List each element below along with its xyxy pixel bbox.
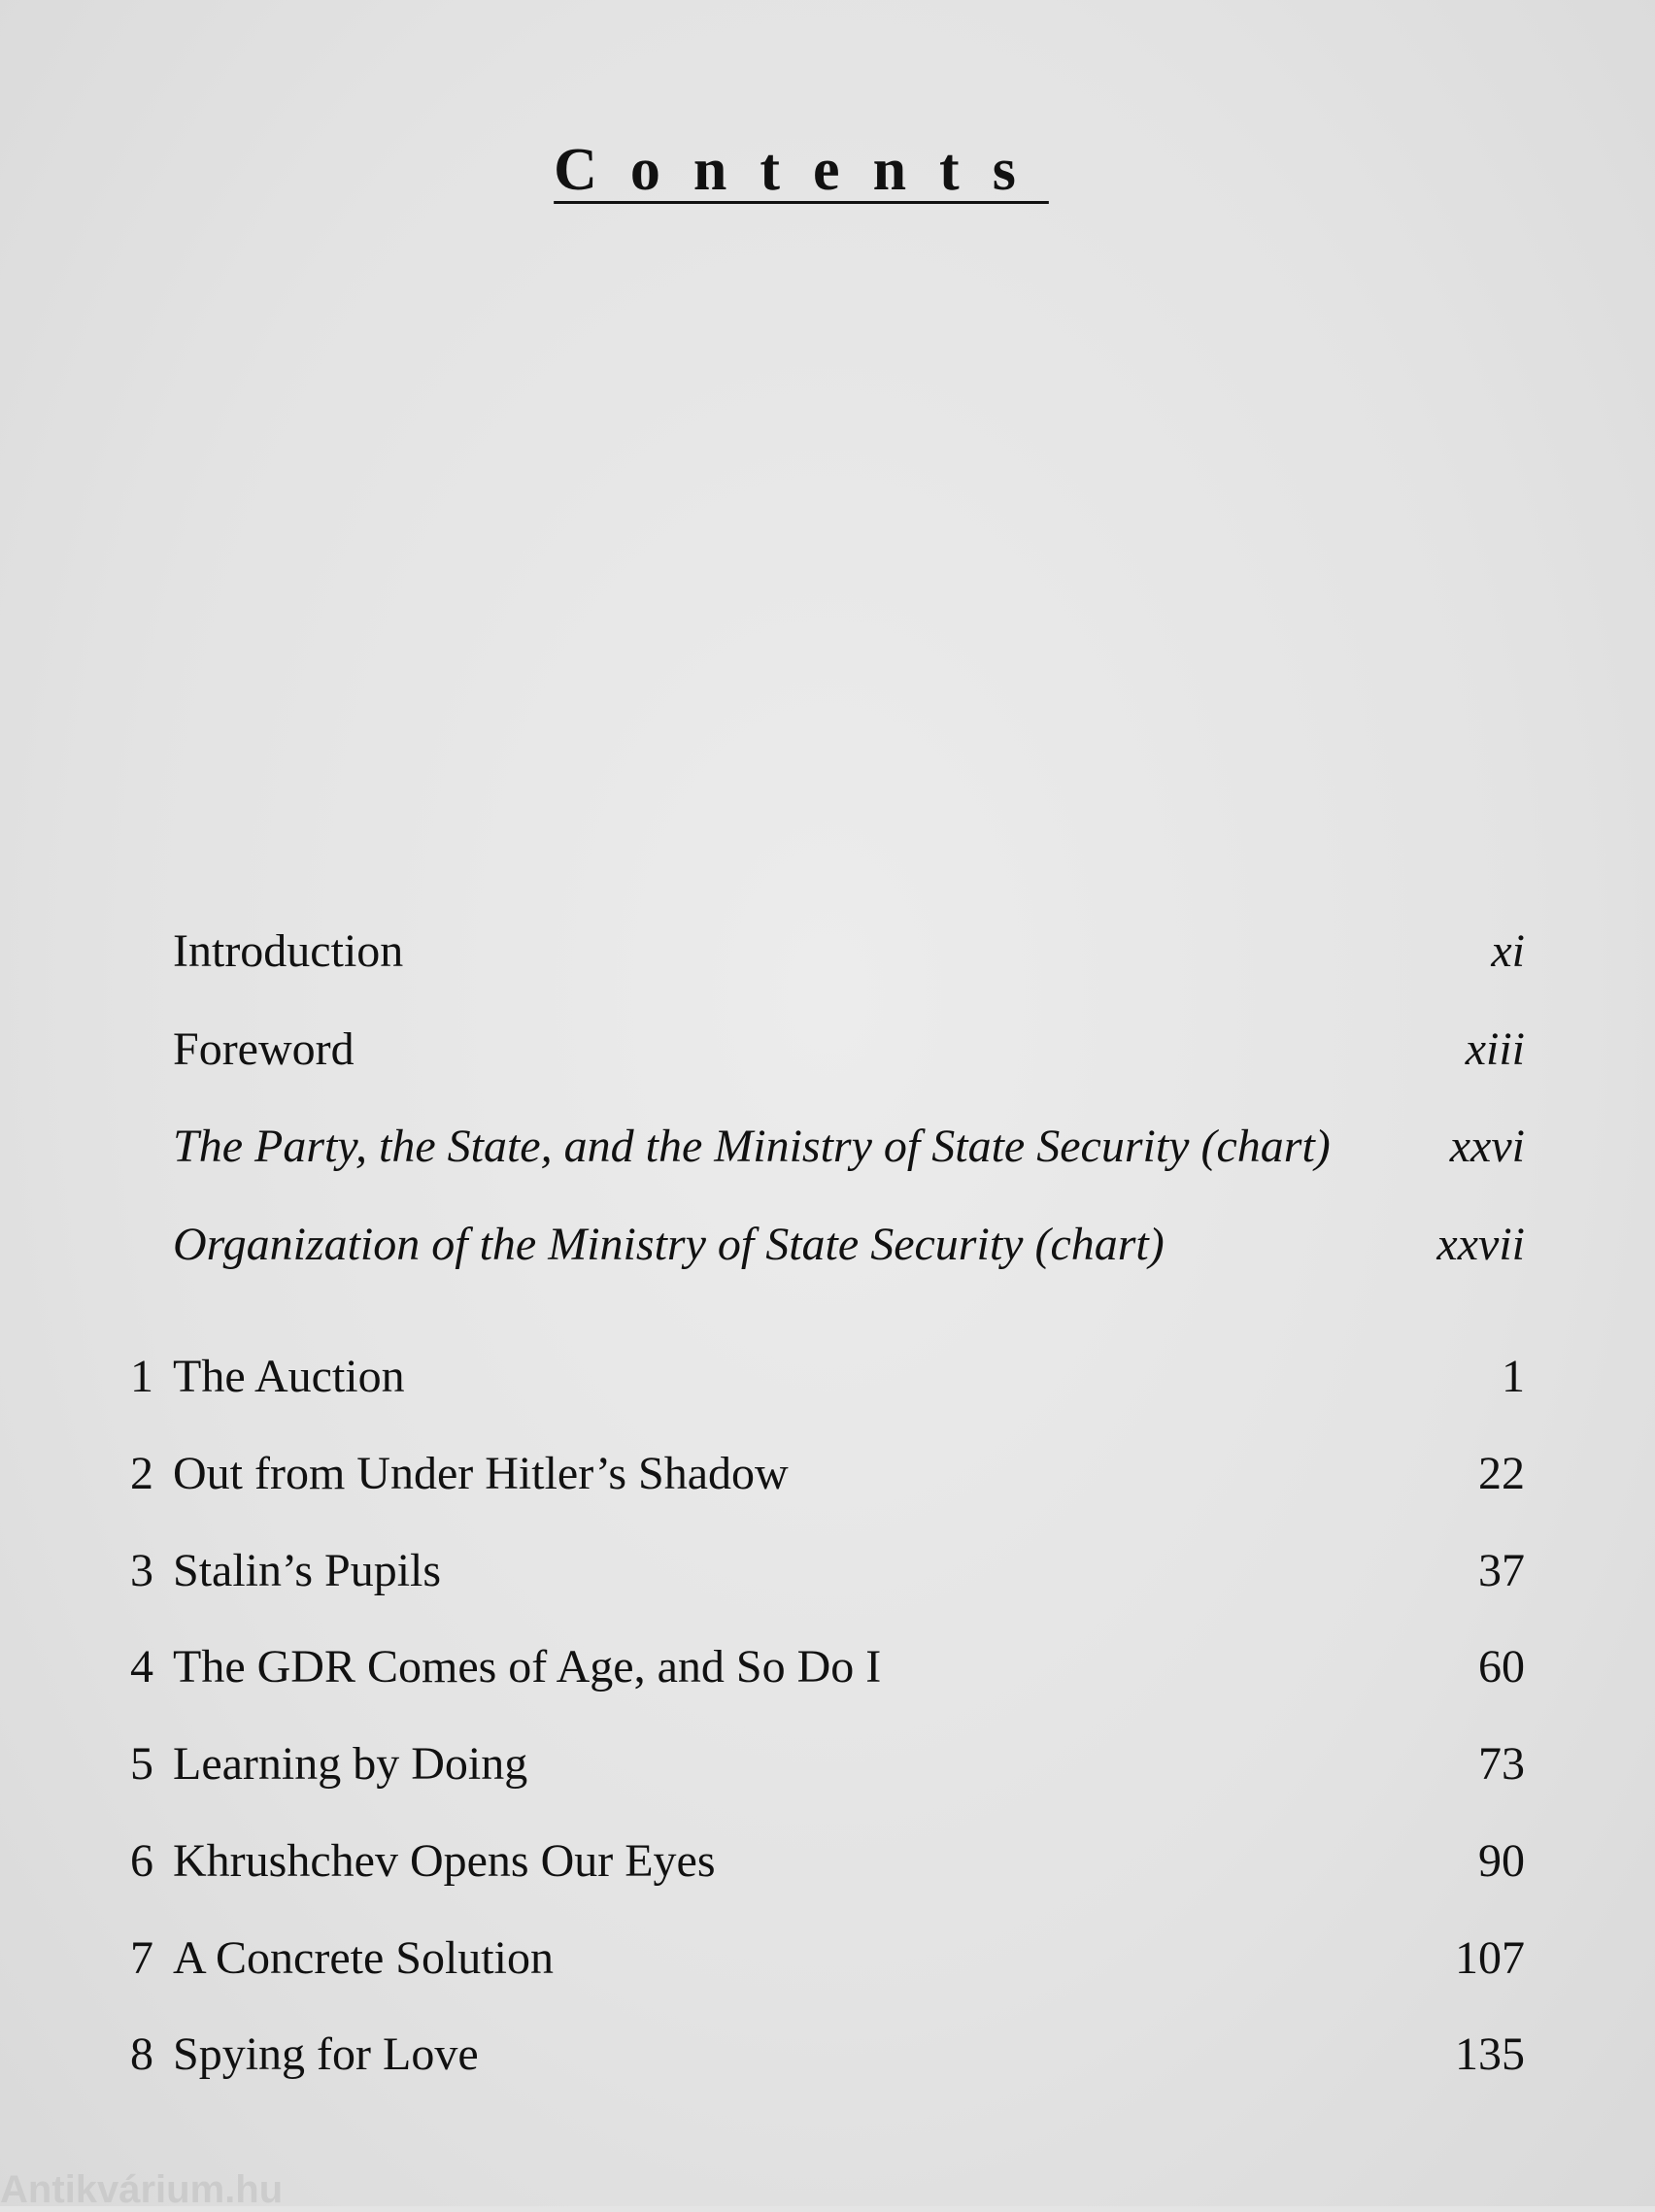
watermark-text: Antikvárium.hu: [0, 2168, 284, 2211]
chapter-number: 4: [130, 1641, 153, 1693]
chapter-page: 107: [1455, 1932, 1525, 1984]
toc-entry-page: xi: [1491, 925, 1525, 977]
toc-chapter-7: [0, 1915, 1655, 2002]
chapter-page: 22: [1478, 1448, 1525, 1499]
chapter-title: Learning by Doing: [173, 1738, 528, 1790]
toc-chapter-3: [0, 1527, 1655, 1615]
chapter-page: 1: [1502, 1351, 1525, 1402]
chapter-page: 135: [1455, 2028, 1525, 2080]
toc-chapter-4: [0, 1624, 1655, 1711]
chapter-page: 60: [1478, 1641, 1525, 1693]
toc-chapter-8: [0, 2011, 1655, 2098]
chapter-number: 6: [130, 1835, 153, 1887]
toc-entry-page: xxvi: [1449, 1121, 1525, 1172]
chapter-title: A Concrete Solution: [173, 1932, 554, 1984]
chapter-number: 2: [130, 1448, 153, 1499]
toc-chapter-2: [0, 1430, 1655, 1518]
toc-entry-organization-chart: [0, 1201, 1655, 1289]
chapter-number: 1: [130, 1351, 153, 1402]
chapter-title: Stalin’s Pupils: [173, 1545, 442, 1596]
chapter-page: 73: [1478, 1738, 1525, 1790]
toc-entry-party-chart: [0, 1103, 1655, 1190]
toc-entry-page: xxvii: [1436, 1219, 1525, 1270]
chapter-title: The Auction: [173, 1351, 405, 1402]
chapter-title: Out from Under Hitler’s Shadow: [173, 1448, 789, 1499]
toc-entry-page: xiii: [1465, 1023, 1525, 1075]
chapter-number: 8: [130, 2028, 153, 2080]
chapter-page: 90: [1478, 1835, 1525, 1887]
chapter-number: 5: [130, 1738, 153, 1790]
toc-chapter-6: [0, 1818, 1655, 1905]
chapter-number: 7: [130, 1932, 153, 1984]
chapter-title: Khrushchev Opens Our Eyes: [173, 1835, 716, 1887]
chapter-title: The GDR Comes of Age, and So Do I: [173, 1641, 882, 1693]
chapter-number: 3: [130, 1545, 153, 1596]
chapter-page: 37: [1478, 1545, 1525, 1596]
chapter-title: Spying for Love: [173, 2028, 479, 2080]
toc-entry-label: Foreword: [173, 1023, 355, 1075]
toc-entry-label: Introduction: [173, 925, 404, 977]
page-title: Contents: [554, 137, 1049, 203]
toc-chapter-1: [0, 1333, 1655, 1421]
toc-entry-introduction: [0, 908, 1655, 995]
toc-chapter-5: [0, 1721, 1655, 1808]
toc-entry-foreword: [0, 1006, 1655, 1093]
toc-entry-label: The Party, the State, and the Ministry of State Security (chart): [173, 1121, 1331, 1172]
toc-entry-label: Organization of the Ministry of State Security (chart): [173, 1219, 1165, 1270]
